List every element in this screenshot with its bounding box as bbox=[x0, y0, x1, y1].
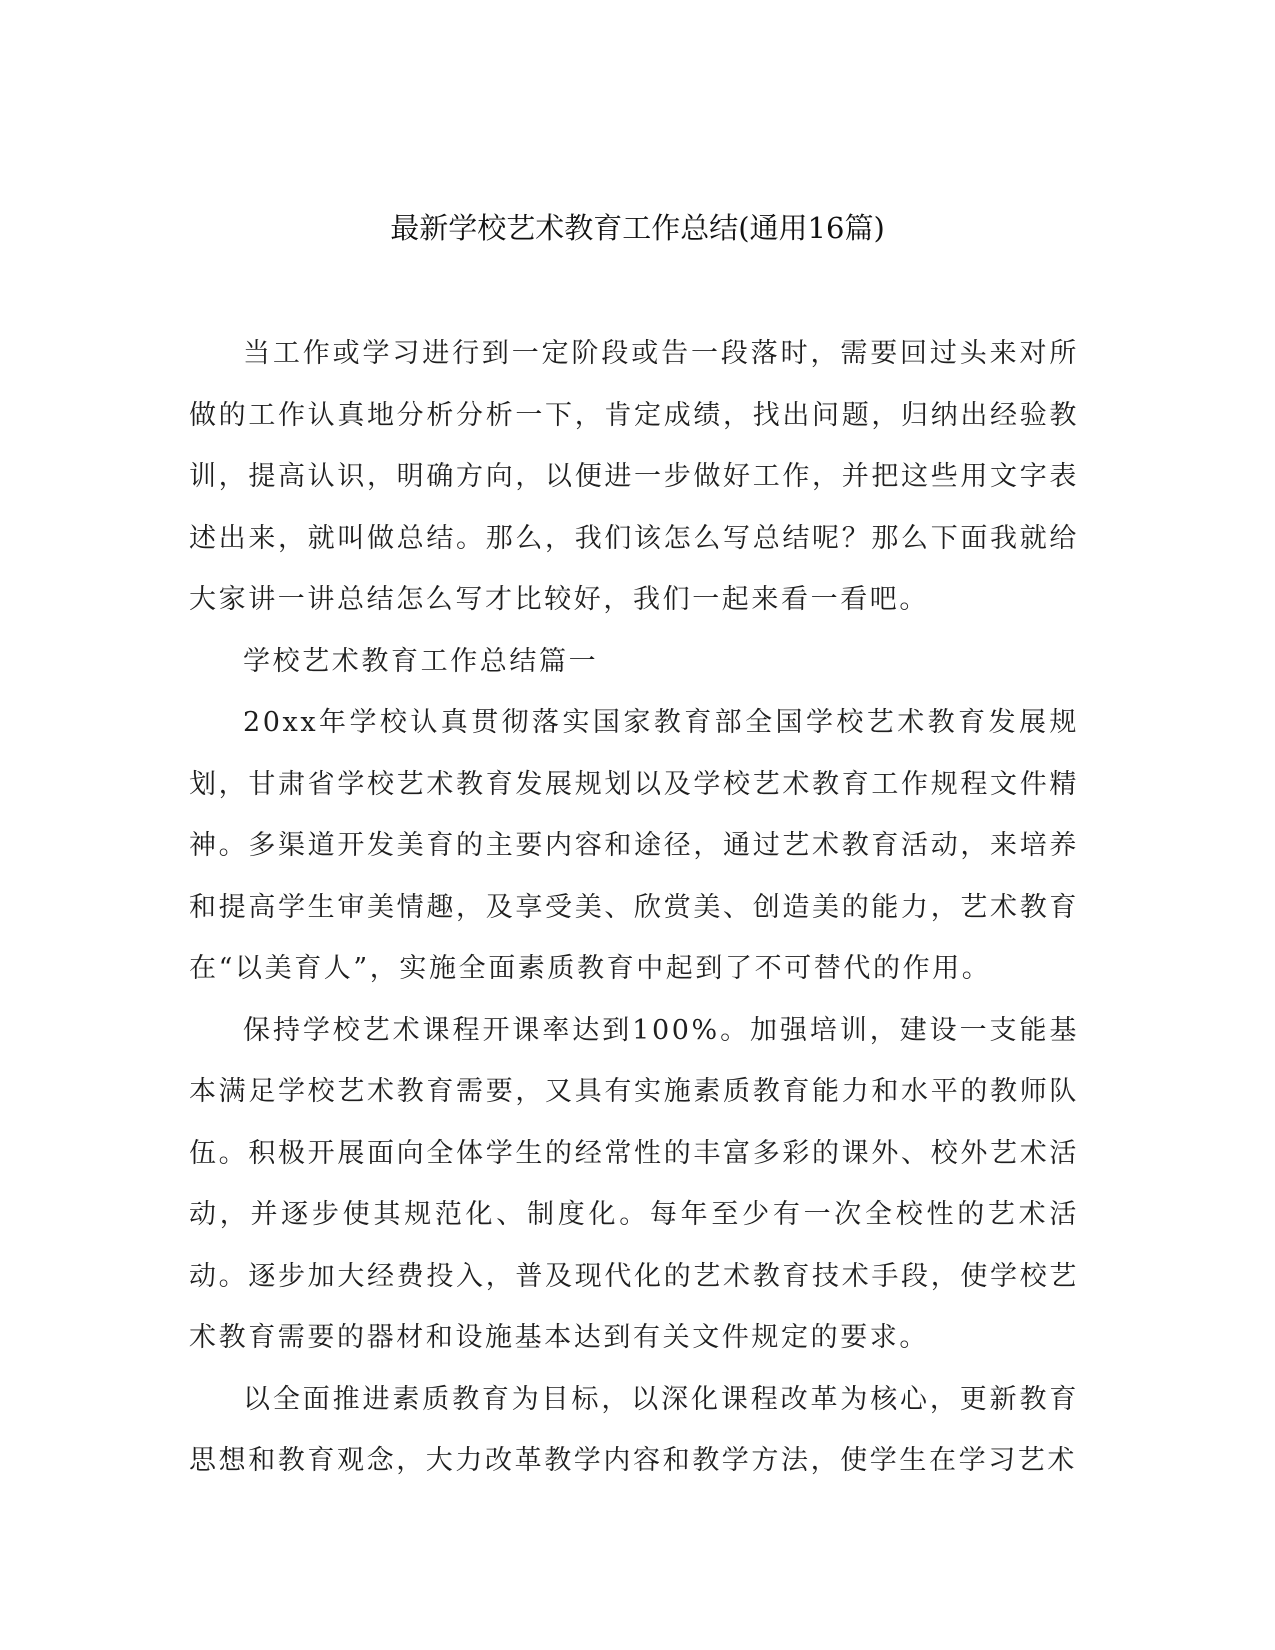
intro-paragraph: 当工作或学习进行到一定阶段或告一段落时，需要回过头来对所做的工作认真地分析分析一下，肯定成绩，找出问题，归纳出经验教训，提高认识，明确方向，以便进一步做好工作，并把这些用文字表述出来，就叫做总结。那么，我们该怎么写总结呢？那么下面我就给大家讲一讲总结怎么写才比较好，我们一起来看一看吧。 bbox=[189, 338, 1079, 615]
body-paragraph: 以全面推进素质教育为目标，以深化课程改革为核心，更新教育思想和教育观念，大力改革教学内容和教学方法，使学生在学习艺术 bbox=[189, 1383, 1079, 1476]
body-paragraph: 保持学校艺术课程开课率达到100%。加强培训，建设一支能基本满足学校艺术教育需要，又具有实施素质教育能力和水平的教师队伍。积极开展面向全体学生的经常性的丰富多彩的课外、校外艺术活动，并逐步使其规范化、制度化。每年至少有一次全校性的艺术活动。逐步加大经费投入，普及现代化的艺术教育技术手段，使学校艺术教育需要的器材和设施基本达到有关文件规定的要求。 bbox=[189, 1014, 1079, 1353]
section-heading: 学校艺术教育工作总结篇一 bbox=[243, 645, 599, 677]
document-title: 最新学校艺术教育工作总结(通用16篇) bbox=[390, 211, 885, 245]
body-paragraph: 20xx年学校认真贯彻落实国家教育部全国学校艺术教育发展规划，甘肃省学校艺术教育发展规划以及学校艺术教育工作规程文件精神。多渠道开发美育的主要内容和途径，通过艺术教育活动，来培养和提高学生审美情趣，及享受美、欣赏美、创造美的能力，艺术教育在“以美育人”，实施全面素质教育中起到了不可替代的作用。 bbox=[189, 707, 1079, 984]
document-body bbox=[189, 323, 1079, 1492]
